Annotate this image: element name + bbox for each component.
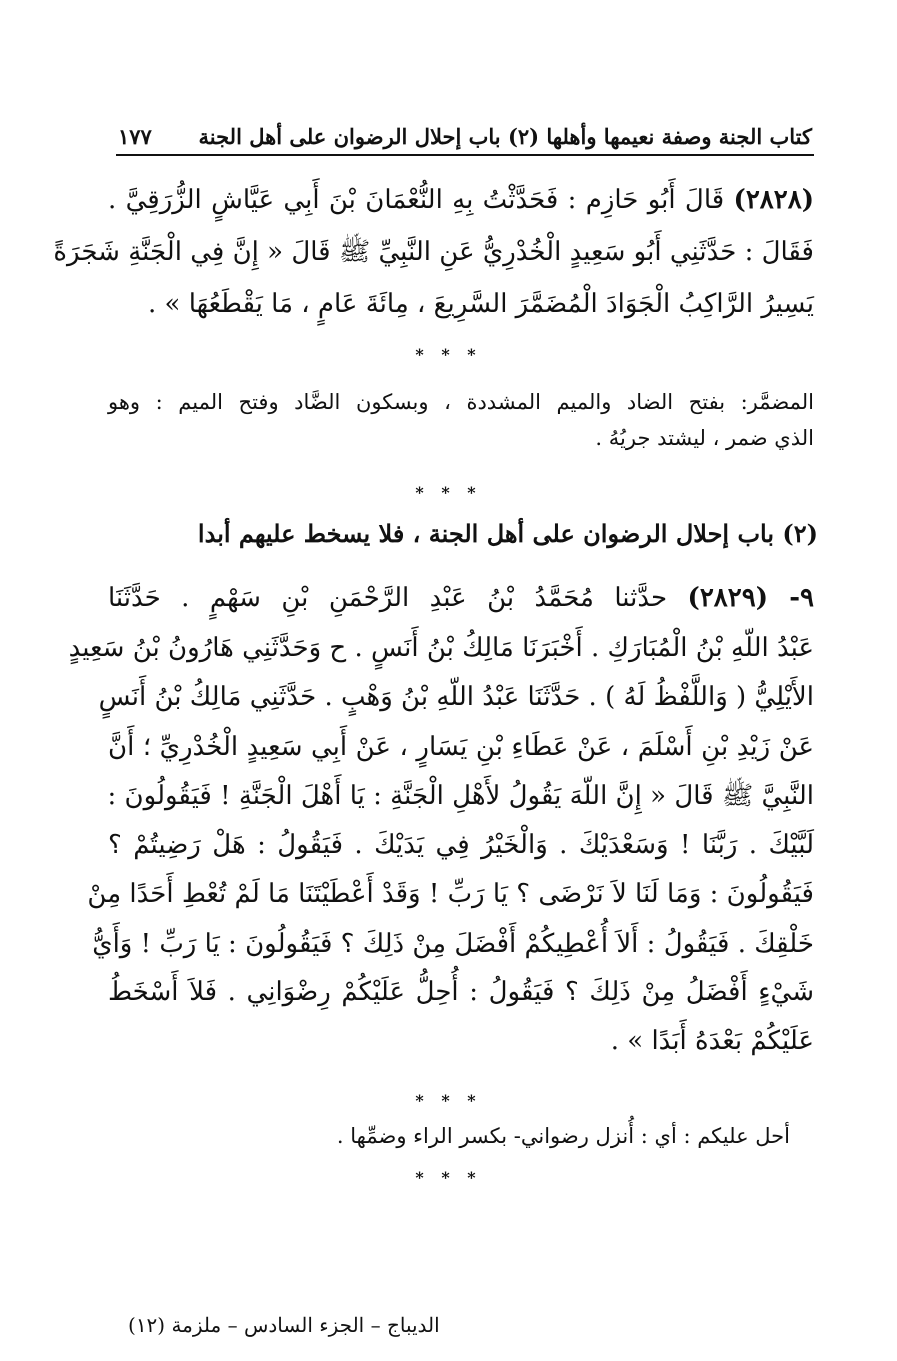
hadith-2829-line-1 <box>108 578 814 618</box>
separator-stars: * * * <box>415 1091 482 1110</box>
chapter-heading: (٢) باب إحلال الرضوان على أهل الجنة ، فلا يسخط عليهم أبدا <box>197 519 818 548</box>
hadith-2829-line-4: عَنْ زَيْدِ بْنِ أَسْلَمَ ، عَنْ عَطَاءِ بْنِ يَسَارٍ ، عَنْ أَبِي سَعِيدٍ الْخُدْرِيِّ ؛ أَنَّ <box>108 732 814 762</box>
hadith-2828-line-3: يَسِيرُ الرَّاكِبُ الْجَوَادَ الْمُضَمَّرَ السَّرِيعَ ، مِائَةَ عَامٍ ، مَا يَقْطَعُهَا » . <box>148 289 814 319</box>
hadith-2829-line-9: شَيْءٍ أَفْضَلُ مِنْ ذَلِكَ ؟ فَيَقُولُ : أُحِلُّ عَلَيْكُمْ رِضْوَانِي . فَلاَ أَسْخَطُ <box>108 977 814 1007</box>
running-title: كتاب الجنة وصفة نعيمها وأهلها (٢) باب إحلال الرضوان على أهل الجنة <box>198 124 812 149</box>
note-1-line-2: الذي ضمر ، ليشتد جريُهُ . <box>595 426 814 450</box>
note-1-line-1: المضمَّر: بفتح الضاد والميم المشددة ، وبسكون الضَّاد وفتح الميم : وهو <box>108 390 814 414</box>
page-number: ١٧٧ <box>118 124 152 149</box>
hadith-2829-line-3: الأَيْلِيُّ ( وَاللَّفْظُ لَهُ ) . حَدَّثَنَا عَبْدُ اللّهِ بْنُ وَهْبٍ . حَدَّثَنِي مَالِكُ بْنُ أَنَسٍ <box>98 682 814 712</box>
hadith-2828-line-1 <box>108 180 814 220</box>
hadith-2829-line-5: النَّبِيَّ ﷺ قَالَ « إِنَّ اللّهَ يَقُولُ لأَهْلِ الْجَنَّةِ : يَا أَهْلَ الْجَنَّةِ ! فَيَقُولُونَ : <box>107 781 814 811</box>
running-header <box>118 113 812 149</box>
separator-stars: * * * <box>415 483 482 502</box>
hadith-2828-line-2: فَقَالَ : حَدَّثَنِي أَبُو سَعِيدٍ الْخُدْرِيُّ عَنِ النَّبِيِّ ﷺ قَالَ « إِنَّ فِي الْجَنَّةِ شَجَرَةً <box>53 237 814 267</box>
separator-stars: * * * <box>415 345 482 364</box>
hadith-2829-line-2: عَبْدُ اللّهِ بْنُ الْمُبَارَكِ . أَخْبَرَنَا مَالِكُ بْنُ أَنَسٍ . ح وَحَدَّثَنِي هَارُونُ بْنُ سَعِيدٍ <box>68 633 814 663</box>
hadith-2829-line-6: لَبَّيْكَ . رَبَّنَا ! وَسَعْدَيْكَ . وَالْخَيْرُ فِي يَدَيْكَ . فَيَقُولُ : هَلْ رَضِيتُمْ ؟ <box>108 830 814 860</box>
hadith-2829-line-7: فَيَقُولُونَ : وَمَا لَنَا لاَ نَرْضَى ؟ يَا رَبِّ ! وَقَدْ أَعْطَيْتَنَا مَا لَمْ تُعْطِ أَحَدًا مِنْ <box>87 879 814 909</box>
hadith-number: (٢٨٢٨) <box>733 185 814 215</box>
hadith-2829-line-8: خَلْقِكَ . فَيَقُولُ : أَلاَ أُعْطِيكُمْ أَفْضَلَ مِنْ ذَلِكَ ؟ فَيَقُولُونَ : يَا رَبِّ ! وَأَيُّ <box>92 929 814 959</box>
footer-signature: الديباج – الجزء السادس – ملزمة (١٢) <box>128 1313 440 1337</box>
separator-stars: * * * <box>415 1168 482 1187</box>
hadith-2829-line-10: عَلَيْكُمْ بَعْدَهُ أَبَدًا » . <box>610 1026 814 1056</box>
header-rule <box>116 154 814 156</box>
hadith-number: ٩- (٢٨٢٩) <box>687 583 814 613</box>
hadith-text: قَالَ أَبُو حَازِم : فَحَدَّثْتُ بِهِ النُّعْمَانَ بْنَ أَبِي عَيَّاشٍ الزُّرَقِيَّ . <box>108 185 725 215</box>
note-2: أحل عليكم : أي : أُنزل رضواني- بكسر الراء وضمِّها . <box>336 1124 790 1148</box>
hadith-text: حدَّثنا مُحَمَّدُ بْنُ عَبْدِ الرَّحْمَنِ بْنِ سَهْمٍ . حَدَّثَنَا <box>108 583 668 613</box>
